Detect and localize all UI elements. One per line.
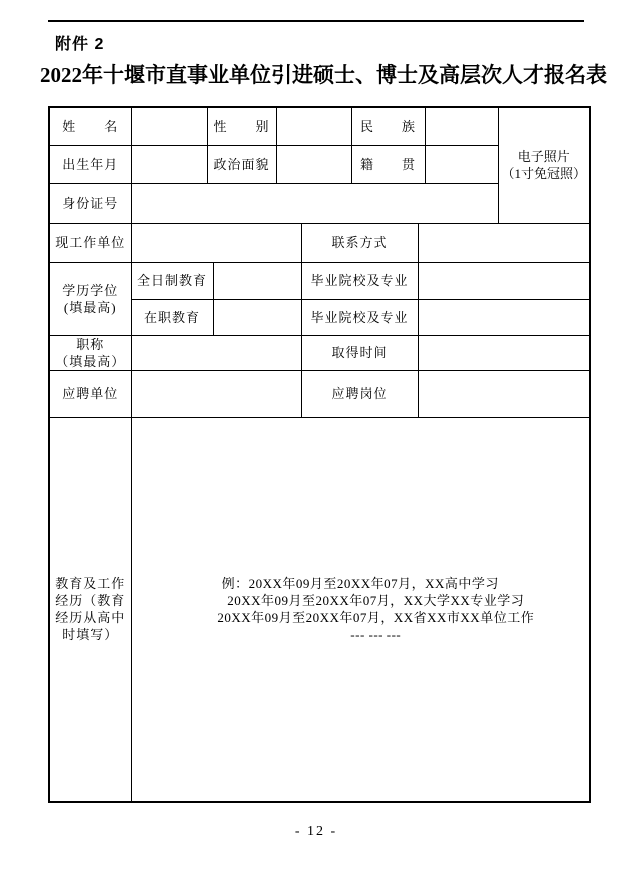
gender-label: 性 别 <box>207 107 276 145</box>
apply-post-label: 应聘岗位 <box>301 370 418 417</box>
fulltime-education-input-cell[interactable] <box>213 262 301 299</box>
page-title: 2022年十堰市直事业单位引进硕士、博士及高层次人才报名表 <box>40 63 607 87</box>
political-status-input-cell[interactable] <box>276 145 351 183</box>
name-input-cell[interactable] <box>131 107 207 145</box>
ethnicity-input-cell[interactable] <box>425 107 498 145</box>
ethnicity-label: 民 族 <box>351 107 425 145</box>
photo-label-line2: （1寸免冠照） <box>501 166 587 182</box>
experience-example-line3: 20XX年09月至20XX年07月，XX省XX市XX单位工作 <box>217 610 535 626</box>
degree-label-line2: (填最高) <box>63 299 117 315</box>
experience-input-cell[interactable] <box>131 417 590 802</box>
degree-label <box>49 262 131 335</box>
employer-input-cell[interactable] <box>131 223 301 262</box>
inservice-education-label: 在职教育 <box>131 299 213 335</box>
name-label: 姓 名 <box>49 107 131 145</box>
apply-post-input-cell[interactable] <box>418 370 590 417</box>
experience-example-line1: 例：20XX年09月至20XX年07月，XX高中学习 <box>221 576 499 592</box>
native-place-label: 籍 贯 <box>351 145 425 183</box>
id-number-input-cell[interactable] <box>131 183 498 223</box>
row-employer <box>49 223 590 262</box>
inservice-education-input-cell[interactable] <box>213 299 301 335</box>
degree-label-line1: 学历学位 <box>62 282 119 298</box>
gender-input-cell[interactable] <box>276 107 351 145</box>
political-status-label: 政治面貌 <box>207 145 276 183</box>
contact-input-cell[interactable] <box>418 223 590 262</box>
contact-label: 联系方式 <box>301 223 418 262</box>
row-experience <box>49 417 590 802</box>
row-apply <box>49 370 590 417</box>
photo-label-line1: 电子照片 <box>517 149 570 165</box>
employer-label: 现工作单位 <box>49 223 131 262</box>
row-fulltime-education <box>49 262 590 299</box>
professional-title-label <box>49 335 131 370</box>
id-number-label: 身份证号 <box>49 183 131 223</box>
birth-date-label: 出生年月 <box>49 145 131 183</box>
obtain-time-input-cell[interactable] <box>418 335 590 370</box>
row-title <box>49 335 590 370</box>
school-major-label-1: 毕业院校及专业 <box>301 262 418 299</box>
professional-title-line2: （填最高） <box>55 353 126 369</box>
school-major-input-cell-1[interactable] <box>418 262 590 299</box>
page-number: - 12 - <box>294 824 338 839</box>
school-major-input-cell-2[interactable] <box>418 299 590 335</box>
attachment-label: 附件 2 <box>55 36 105 53</box>
experience-label: 教育及工作经历（教育经历从高中时填写） <box>49 417 131 802</box>
header-rule <box>48 20 584 22</box>
fulltime-education-label: 全日制教育 <box>131 262 213 299</box>
birth-date-input-cell[interactable] <box>131 145 207 183</box>
row-name <box>49 107 590 145</box>
professional-title-line1: 职称 <box>76 336 105 352</box>
obtain-time-label: 取得时间 <box>301 335 418 370</box>
apply-unit-label: 应聘单位 <box>49 370 131 417</box>
professional-title-input-cell[interactable] <box>131 335 301 370</box>
school-major-label-2: 毕业院校及专业 <box>301 299 418 335</box>
application-form-table <box>48 106 591 803</box>
photo-placeholder-cell[interactable] <box>498 107 590 223</box>
experience-example-line2: 20XX年09月至20XX年07月，XX大学XX专业学习 <box>227 593 525 609</box>
row-inservice-education <box>49 299 590 335</box>
apply-unit-input-cell[interactable] <box>131 370 301 417</box>
native-place-input-cell[interactable] <box>425 145 498 183</box>
experience-example-line4: --- --- --- <box>350 627 402 643</box>
